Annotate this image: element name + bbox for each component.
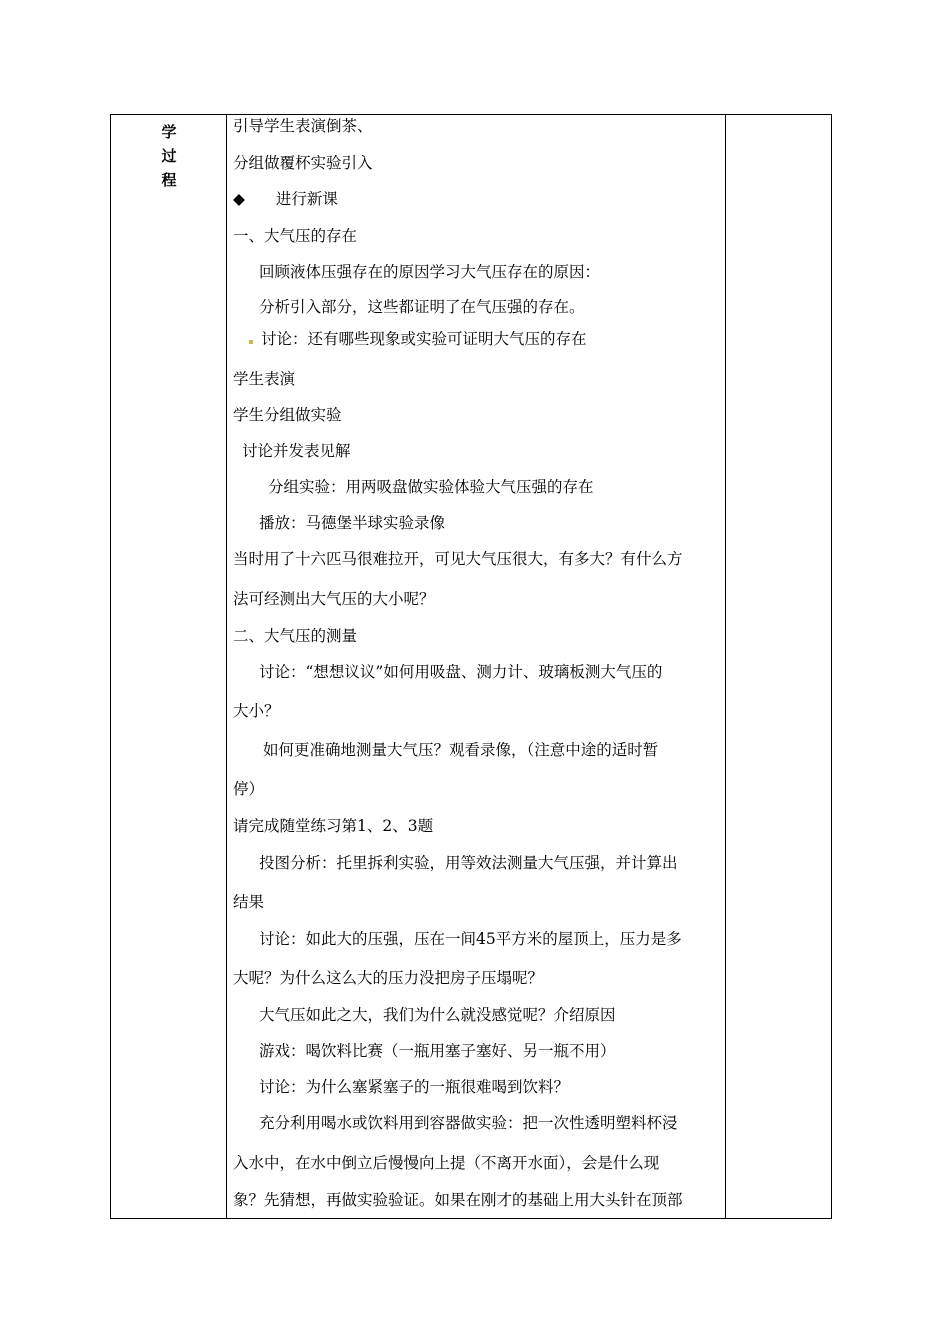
row-label-char: 学 [161, 123, 177, 141]
text-line: 当时用了十六匹马很难拉开，可见大气压很大，有多大？有什么方 [233, 550, 683, 568]
text-line: 象？先猜想，再做实验验证。如果在刚才的基础上用大头针在顶部 [233, 1191, 683, 1209]
text-line: 学生表演 [233, 370, 296, 388]
text-line: 大气压如此之大，我们为什么就没感觉呢？介绍原因 [259, 1006, 616, 1024]
text-line: 讨论：如此大的压强，压在一间45平方米的屋顶上，压力是多 [259, 930, 682, 948]
section-heading: 二、大气压的测量 [233, 627, 358, 645]
text-line: 游戏：喝饮料比赛（一瓶用塞子塞好、另一瓶不用） [259, 1042, 616, 1060]
text-line: 大呢？为什么这么大的压力没把房子压塌呢？ [233, 969, 544, 987]
text-line: 学生分组做实验 [233, 406, 342, 424]
row-label-char: 程 [161, 171, 177, 189]
text-line: 分析引入部分，这些都证明了在气压强的存在。 [259, 298, 585, 316]
text-line: 入水中，在水中倒立后慢慢向上提（不离开水面），会是什么现 [233, 1154, 660, 1172]
text-line: 如何更准确地测量大气压？观看录像，（注意中途的适时暂 [263, 741, 659, 759]
row-label-char: 过 [161, 147, 177, 165]
text-line: 讨论：为什么塞紧塞子的一瓶很难喝到饮料？ [259, 1078, 570, 1096]
text-line: 结果 [233, 893, 265, 911]
text-line: 分组做覆杯实验引入 [233, 154, 373, 172]
bullet-marker [249, 340, 253, 344]
text-line: 讨论：还有哪些现象或实验可证明大气压的存在 [261, 330, 587, 348]
text-line: 播放：马德堡半球实验录像 [259, 514, 446, 532]
text-line: 投图分析：托里拆利实验，用等效法测量大气压强，并计算出 [259, 854, 678, 872]
text-line: 充分利用喝水或饮料用到容器做实验：把一次性透明塑料杯浸 [259, 1114, 678, 1132]
text-line: 回顾液体压强存在的原因学习大气压存在的原因： [259, 263, 601, 281]
text-line: 停） [233, 780, 265, 798]
text-line: ◆ 进行新课 [233, 190, 338, 208]
text-line: 法可经测出大气压的大小呢？ [233, 590, 435, 608]
text-line: 引导学生表演倒茶、 [233, 117, 373, 135]
text-line: 分组实验：用两吸盘做实验体验大气压强的存在 [268, 478, 594, 496]
text-line: 大小？ [233, 702, 280, 720]
text-line: 讨论：“想想议议”如何用吸盘、测力计、玻璃板测大气压的 [259, 663, 663, 681]
section-heading: 一、大气压的存在 [233, 227, 358, 245]
text-line: 请完成随堂练习第1、2、3题 [233, 817, 434, 835]
text-line: 讨论并发表见解 [242, 442, 351, 460]
